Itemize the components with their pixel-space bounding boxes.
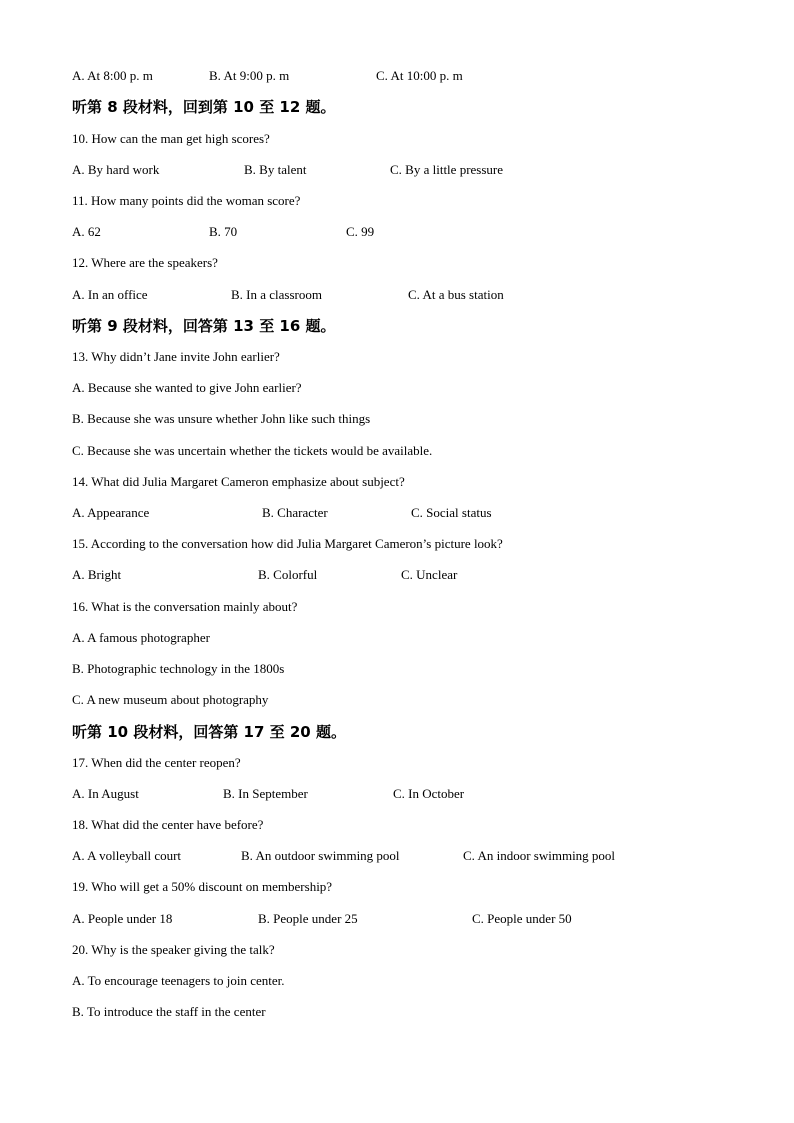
q19-option-b: B. People under 25 bbox=[258, 911, 358, 926]
q15-options bbox=[0, 567, 794, 583]
q15-option-b: B. Colorful bbox=[258, 567, 318, 582]
q15-option-a: A. Bright bbox=[72, 567, 122, 582]
q9-option-c: C. At 10:00 p. m bbox=[376, 68, 463, 83]
q19-option-a: A. People under 18 bbox=[72, 911, 173, 926]
q10-stem: 10. How can the man get high scores? bbox=[72, 131, 270, 146]
q9-option-b: B. At 9:00 p. m bbox=[209, 68, 290, 83]
q15-stem: 15. According to the conversation how did Julia Margaret Cameron’s picture look? bbox=[72, 536, 503, 551]
q12-options bbox=[0, 287, 794, 303]
q15-option-c: C. Unclear bbox=[401, 567, 458, 582]
q16-option-a: A. A famous photographer bbox=[72, 630, 210, 645]
q17-option-c: C. In October bbox=[393, 786, 465, 801]
q11-option-b: B. 70 bbox=[209, 224, 238, 239]
q12-option-c: C. At a bus station bbox=[408, 287, 504, 302]
q10-option-c: C. By a little pressure bbox=[390, 162, 504, 177]
q18-option-c: C. An indoor swimming pool bbox=[463, 848, 616, 863]
q14-option-b: B. Character bbox=[262, 505, 328, 520]
section-10-heading: 听第 10 段材料，回答第 17 至 20 题。 bbox=[72, 723, 346, 741]
q9-options bbox=[0, 68, 794, 84]
q18-stem: 18. What did the center have before? bbox=[72, 817, 264, 832]
q17-option-b: B. In September bbox=[223, 786, 308, 801]
q12-stem: 12. Where are the speakers? bbox=[72, 255, 218, 270]
q10-options bbox=[0, 162, 794, 178]
q16-stem: 16. What is the conversation mainly about? bbox=[72, 599, 298, 614]
q14-option-c: C. Social status bbox=[411, 505, 492, 520]
q19-option-c: C. People under 50 bbox=[472, 911, 572, 926]
q13-stem: 13. Why didn’t Jane invite John earlier? bbox=[72, 349, 280, 364]
q11-option-c: C. 99 bbox=[346, 224, 375, 239]
q17-options bbox=[0, 786, 794, 802]
section-9-heading: 听第 9 段材料，回答第 13 至 16 题。 bbox=[72, 317, 336, 335]
q20-option-b: B. To introduce the staff in the center bbox=[72, 1004, 266, 1019]
q17-option-a: A. In August bbox=[72, 786, 139, 801]
q13-option-a: A. Because she wanted to give John earlier? bbox=[72, 380, 302, 395]
q14-options bbox=[0, 505, 794, 521]
q18-option-a: A. A volleyball court bbox=[72, 848, 182, 863]
q12-option-b: B. In a classroom bbox=[231, 287, 322, 302]
q11-stem: 11. How many points did the woman score? bbox=[72, 193, 301, 208]
q13-option-c: C. Because she was uncertain whether the tickets would be available. bbox=[72, 443, 433, 458]
q10-option-b: B. By talent bbox=[244, 162, 307, 177]
q9-option-a: A. At 8:00 p. m bbox=[72, 68, 153, 83]
q16-option-c: C. A new museum about photography bbox=[72, 692, 269, 707]
q16-option-b: B. Photographic technology in the 1800s bbox=[72, 661, 285, 676]
q14-option-a: A. Appearance bbox=[72, 505, 150, 520]
q10-option-a: A. By hard work bbox=[72, 162, 160, 177]
q17-stem: 17. When did the center reopen? bbox=[72, 755, 241, 770]
section-8-heading: 听第 8 段材料，回到第 10 至 12 题。 bbox=[72, 98, 336, 116]
q20-stem: 20. Why is the speaker giving the talk? bbox=[72, 942, 275, 957]
q11-option-a: A. 62 bbox=[72, 224, 101, 239]
q13-option-b: B. Because she was unsure whether John like such things bbox=[72, 411, 371, 426]
q18-options bbox=[0, 848, 794, 864]
q19-options bbox=[0, 911, 794, 927]
q11-options bbox=[0, 224, 794, 240]
q18-option-b: B. An outdoor swimming pool bbox=[241, 848, 400, 863]
q14-stem: 14. What did Julia Margaret Cameron emphasize about subject? bbox=[72, 474, 405, 489]
q20-option-a: A. To encourage teenagers to join center. bbox=[72, 973, 285, 988]
q12-option-a: A. In an office bbox=[72, 287, 148, 302]
q19-stem: 19. Who will get a 50% discount on membership? bbox=[72, 879, 333, 894]
